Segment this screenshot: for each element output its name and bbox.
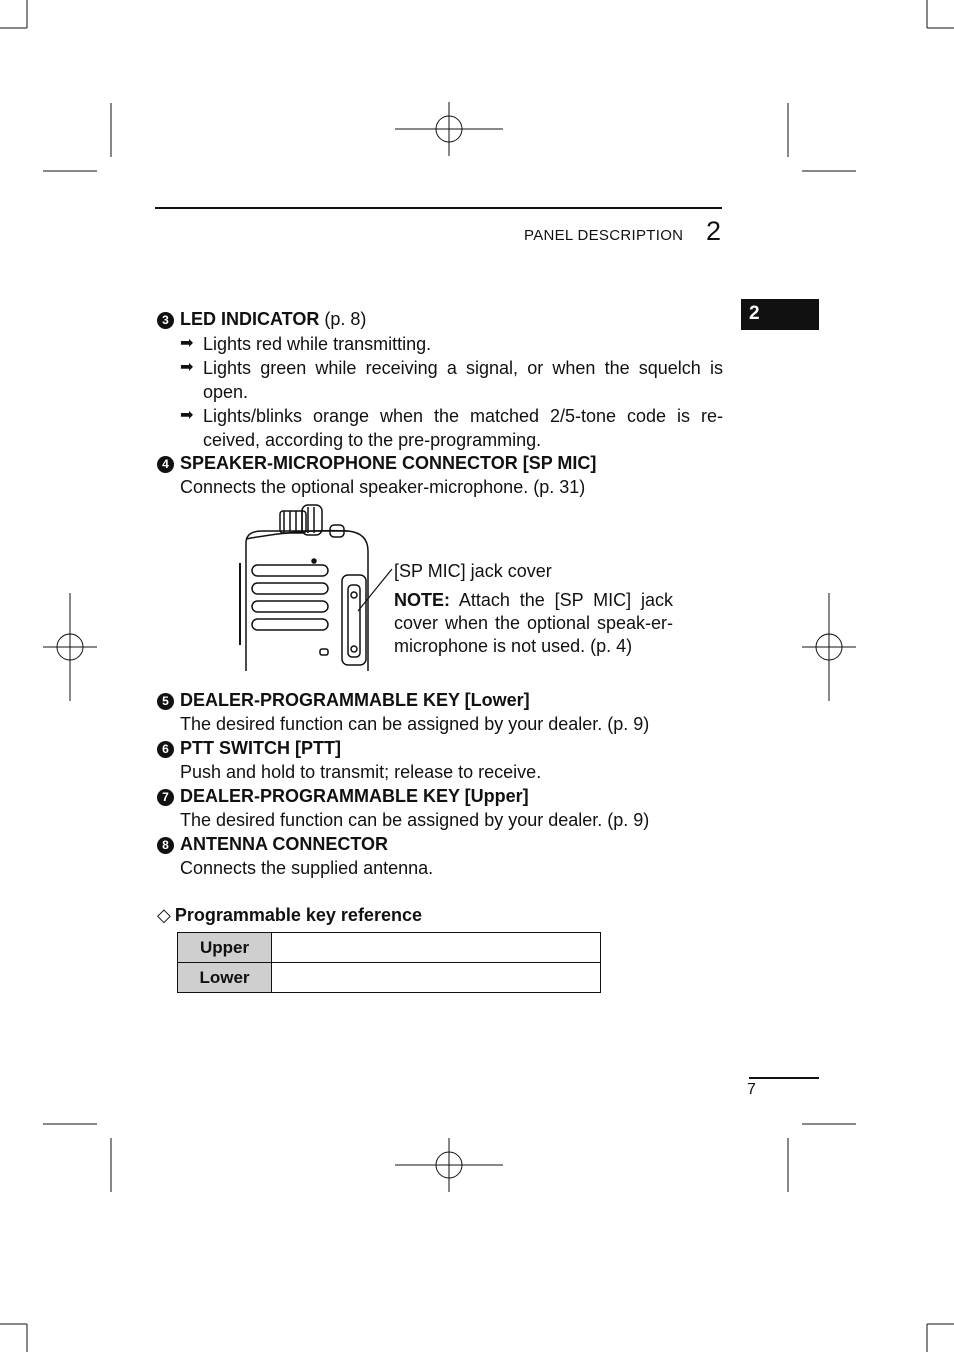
item-description: Connects the supplied antenna. (180, 858, 434, 878)
item-title: SPEAKER-MICROPHONE CONNECTOR [SP MIC] (180, 453, 597, 473)
chapter-number: 2 (706, 216, 722, 246)
section-title: PANEL DESCRIPTION (524, 227, 684, 244)
item-description: Push and hold to transmit; release to receive. (180, 762, 542, 782)
radio-illustration (228, 503, 398, 673)
item-description: Connects the optional speaker-microphone. (p. 31) (180, 477, 586, 497)
item-title: ANTENNA CONNECTOR (180, 834, 389, 854)
key-name: Upper (178, 933, 272, 963)
item-description: The desired function can be assigned by your dealer. (p. 9) (180, 714, 650, 734)
arrow-bullet-icon: ➡ (180, 335, 194, 352)
item-number: 7 (157, 789, 174, 806)
bullet-text: Lights red while transmitting. (203, 334, 432, 354)
reference-heading-text: Programmable key reference (174, 905, 422, 925)
item-number: 5 (157, 693, 174, 710)
item-number: 4 (157, 456, 174, 473)
bullet-text: Lights/blinks orange when the matched 2/5-tone code is re-ceived, according to the pre-programming. (203, 406, 723, 450)
item-led-indicator (157, 308, 366, 330)
chapter-tab (741, 299, 819, 330)
arrow-bullet-icon: ➡ (180, 359, 194, 376)
chapter-tab-label: 2 (749, 303, 760, 324)
item-number: 6 (157, 741, 174, 758)
diamond-icon: ◇ (157, 905, 171, 925)
item-title: PTT SWITCH [PTT] (180, 738, 341, 758)
page-reference: (p. 8) (324, 309, 367, 329)
key-reference-table (177, 932, 601, 993)
item-dealer-key-upper (157, 785, 529, 807)
key-function-cell (272, 963, 601, 993)
arrow-bullet-icon: ➡ (180, 407, 194, 424)
bullet-text: Lights green while receiving a signal, or when the squelch is open. (203, 358, 723, 402)
table-row (178, 963, 601, 993)
item-title: DEALER-PROGRAMMABLE KEY [Lower] (180, 690, 530, 710)
note (394, 589, 673, 658)
note-text: Attach the [SP MIC] jack cover when the optional speak-er-microphone is not used. (p. 4) (394, 590, 673, 656)
item-antenna-connector (157, 833, 388, 855)
jack-cover-callout: [SP MIC] jack cover (394, 561, 552, 581)
item-title: DEALER-PROGRAMMABLE KEY [Upper] (180, 786, 529, 806)
page-number: 7 (747, 1081, 756, 1098)
page-number-rule (749, 1077, 819, 1079)
item-number: 3 (157, 312, 174, 329)
key-name: Lower (178, 963, 272, 993)
item-title: LED INDICATOR (180, 309, 320, 329)
key-function-cell (272, 933, 601, 963)
item-ptt-switch (157, 737, 341, 759)
item-dealer-key-lower (157, 689, 530, 711)
item-description: The desired function can be assigned by your dealer. (p. 9) (180, 810, 650, 830)
note-label: NOTE: (394, 590, 450, 610)
table-row (178, 933, 601, 963)
item-speaker-mic-connector (157, 452, 596, 474)
header-rule (155, 207, 722, 209)
reference-heading (157, 905, 422, 926)
item-number: 8 (157, 837, 174, 854)
